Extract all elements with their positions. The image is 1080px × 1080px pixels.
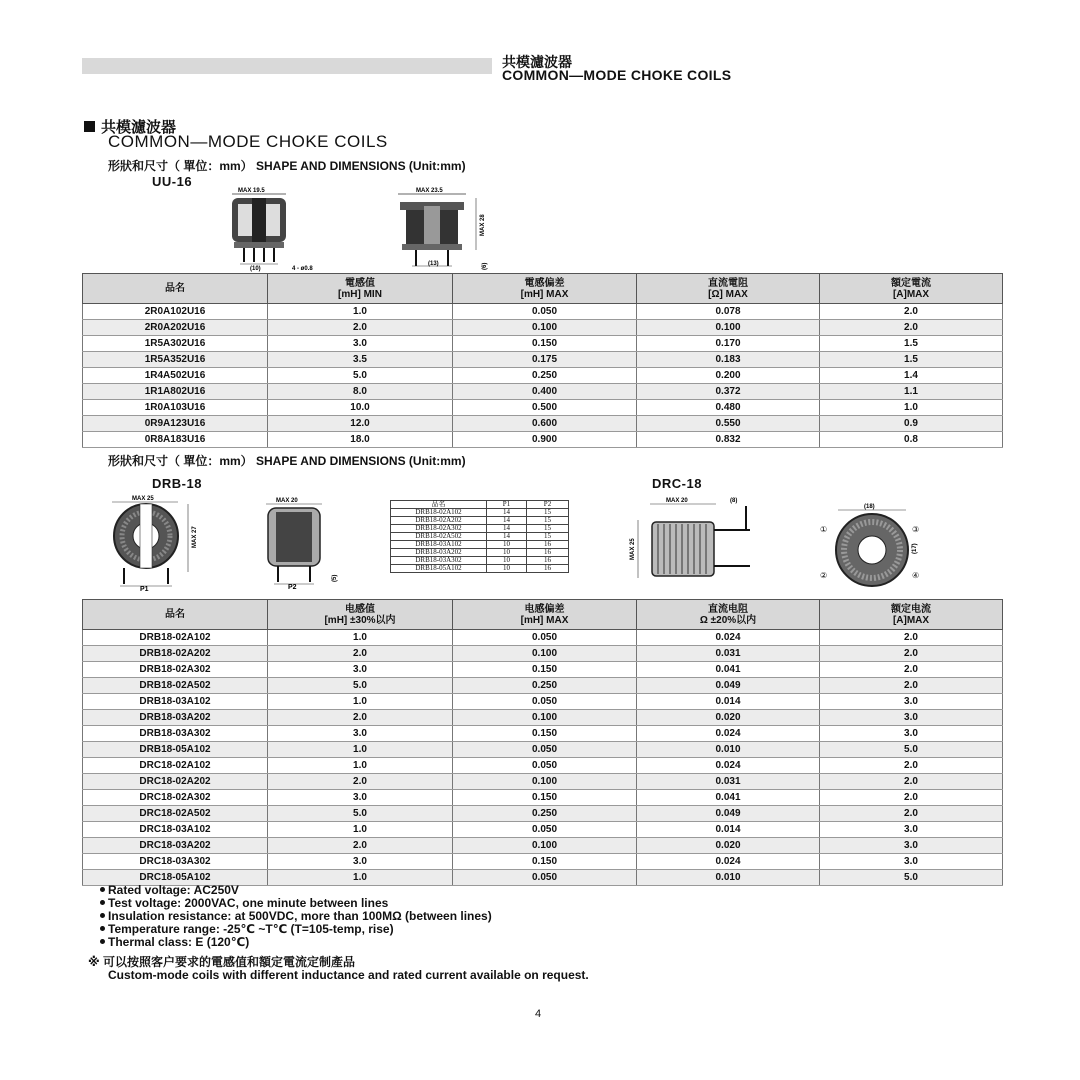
t2-table-cell: 0.050 xyxy=(453,758,637,774)
t2-table-cell: DRC18-03A102 xyxy=(83,822,268,838)
note-text: Thermal class: E (120℃) xyxy=(108,935,250,949)
uu16-table-cell: 5.0 xyxy=(268,368,453,384)
t2-table-cell: 0.100 xyxy=(453,710,637,726)
note-text: Insulation resistance: at 500VDC, more than 100MΩ (between lines) xyxy=(108,909,492,923)
uu16-table-cell: 1R5A352U16 xyxy=(83,352,268,368)
t2-table-cell: 3.0 xyxy=(820,838,1003,854)
uu16-table-cell: 1R4A502U16 xyxy=(83,368,268,384)
t2-table-row xyxy=(83,774,1003,790)
pitch-table-cell: 10 xyxy=(487,565,527,573)
pitch-table-cell: 16 xyxy=(527,557,569,565)
t2-table-cell: 0.041 xyxy=(637,790,820,806)
t2-table-row xyxy=(83,822,1003,838)
uu16-table-cell: 0R8A183U16 xyxy=(83,432,268,448)
uu16-table-cell: 1.5 xyxy=(820,336,1003,352)
uu16-table-cell: 0.900 xyxy=(453,432,637,448)
bullet-icon xyxy=(100,926,105,931)
t2-table-cell: 2.0 xyxy=(820,662,1003,678)
uu16-table-row xyxy=(83,320,1003,336)
t2-table-cell: 2.0 xyxy=(820,806,1003,822)
custom-note xyxy=(88,956,589,982)
uu16-table-cell: 0.500 xyxy=(453,400,637,416)
uu16-side-view xyxy=(398,188,488,270)
drb18-front-view xyxy=(112,496,198,592)
t2-header-cell xyxy=(83,600,268,630)
t2-table-cell: DRC18-02A102 xyxy=(83,758,268,774)
t2-table-cell: DRB18-03A102 xyxy=(83,694,268,710)
t2-header-line2: [A]MAX xyxy=(892,614,930,626)
uu16-table-cell: 0.480 xyxy=(637,400,820,416)
drc18-pin2: ② xyxy=(820,571,828,580)
t2-table-cell: 0.014 xyxy=(637,822,820,838)
drc18-side-view xyxy=(630,498,750,578)
drb18-drawing xyxy=(100,492,360,592)
notes-list xyxy=(100,884,492,949)
drb18-model: DRB-18 xyxy=(152,476,202,491)
drb18-lead-label: (5) xyxy=(332,574,338,582)
uu16-table-cell: 1.0 xyxy=(268,304,453,320)
pitch-table-cell: 16 xyxy=(527,549,569,557)
uu16-front-view xyxy=(232,188,313,272)
t2-table-cell: 5.0 xyxy=(820,870,1003,886)
t2-table-cell: 0.050 xyxy=(453,630,637,646)
uu16-header-line1: 直流電阻 xyxy=(708,277,748,289)
note-item xyxy=(100,936,492,949)
t2-table-cell: 3.0 xyxy=(820,710,1003,726)
bullet-icon xyxy=(100,900,105,905)
drb18-maxw1-label: MAX 25 xyxy=(132,496,154,502)
uu16-table-cell: 12.0 xyxy=(268,416,453,432)
pitch-table-cell: 14 xyxy=(487,517,527,525)
t2-table-cell: 0.041 xyxy=(637,662,820,678)
t2-table-cell: 1.0 xyxy=(268,742,453,758)
t2-table-cell: DRC18-02A202 xyxy=(83,774,268,790)
t2-table-row xyxy=(83,742,1003,758)
t2-table-row xyxy=(83,694,1003,710)
header-bar xyxy=(82,58,492,74)
t2-table-cell: 0.100 xyxy=(453,774,637,790)
pitch-table-cell: 14 xyxy=(487,525,527,533)
uu16-model: UU-16 xyxy=(152,174,193,189)
uu16-table-cell: 1R1A802U16 xyxy=(83,384,268,400)
t2-table-cell: 0.031 xyxy=(637,774,820,790)
note-text: Test voltage: 2000VAC, one minute between lines xyxy=(108,896,389,910)
t2-table-row xyxy=(83,646,1003,662)
uu16-header-cell xyxy=(453,274,637,304)
page-number: 4 xyxy=(535,1008,542,1020)
uu16-table-row xyxy=(83,384,1003,400)
drc18-drawing xyxy=(620,492,950,592)
pitch-table-row xyxy=(391,565,569,573)
t2-table-cell: 3.0 xyxy=(820,694,1003,710)
uu16-table-cell: 0.200 xyxy=(637,368,820,384)
bullet-icon xyxy=(100,913,105,918)
drc18-top-view xyxy=(820,504,919,586)
drc18-model: DRC-18 xyxy=(652,476,702,491)
uu16-table-cell: 2.0 xyxy=(268,320,453,336)
t2-table-cell: 2.0 xyxy=(820,774,1003,790)
drc18-dia-label: (18) xyxy=(864,504,875,510)
drb18-p1-label: P1 xyxy=(140,586,149,592)
t2-table-cell: 1.0 xyxy=(268,694,453,710)
uu16-table-cell: 1R0A103U16 xyxy=(83,400,268,416)
uu16-table-cell: 1.4 xyxy=(820,368,1003,384)
t2-table-row xyxy=(83,758,1003,774)
t2-table-cell: DRB18-03A202 xyxy=(83,710,268,726)
pitch-table-cell: 10 xyxy=(487,557,527,565)
uu16-table-row xyxy=(83,352,1003,368)
t2-table-cell: DRB18-02A202 xyxy=(83,646,268,662)
t2-table-cell: 2.0 xyxy=(820,646,1003,662)
drc18-lead-label: (8) xyxy=(730,498,738,504)
drc18-pin3: ③ xyxy=(912,525,920,534)
t2-table-cell: 2.0 xyxy=(820,678,1003,694)
uu16-table-cell: 2R0A202U16 xyxy=(83,320,268,336)
note-text: Rated voltage: AC250V xyxy=(108,883,239,897)
t2-table-cell: DRB18-02A302 xyxy=(83,662,268,678)
t2-table-row xyxy=(83,630,1003,646)
t2-table-row xyxy=(83,806,1003,822)
t2-table-cell: 0.250 xyxy=(453,678,637,694)
uu16-table-row xyxy=(83,400,1003,416)
uu16-table-cell: 0.8 xyxy=(820,432,1003,448)
custom-note-cn: ※ 可以按照客户要求的電感值和額定電流定制產品 xyxy=(88,955,356,969)
drb18-p2-label: P2 xyxy=(288,584,297,591)
t2-table-cell: DRC18-03A202 xyxy=(83,838,268,854)
t2-table-cell: 1.0 xyxy=(268,758,453,774)
drc18-inner-label: (17) xyxy=(912,543,918,554)
uu16-header-line1: 額定電流 xyxy=(891,277,931,289)
header-title-en: COMMON—MODE CHOKE COILS xyxy=(502,67,732,83)
t2-table-cell: 0.031 xyxy=(637,646,820,662)
t2-table-cell: DRB18-03A302 xyxy=(83,726,268,742)
t2-table-cell: 0.024 xyxy=(637,726,820,742)
drc18-maxw-label: MAX 20 xyxy=(666,498,688,504)
t2-table-cell: 2.0 xyxy=(820,758,1003,774)
t2-header-line2: [mH] ±30%以内 xyxy=(324,614,396,626)
section-title-cn-text: 共模濾波器 xyxy=(101,119,177,136)
t2-table-cell: 2.0 xyxy=(268,838,453,854)
t2-table-cell: 0.020 xyxy=(637,710,820,726)
t2-header-line1: 品名 xyxy=(165,609,185,620)
uu16-header-cell xyxy=(637,274,820,304)
t2-table-cell: 2.0 xyxy=(820,790,1003,806)
bullet-icon xyxy=(100,939,105,944)
t2-header-cell xyxy=(268,600,453,630)
t2-table-cell: 0.150 xyxy=(453,854,637,870)
t2-table-cell: 0.024 xyxy=(637,854,820,870)
pitch-table-header-cell: P1 xyxy=(487,501,527,509)
t2-table-cell: 0.250 xyxy=(453,806,637,822)
custom-note-en: Custom-mode coils with different inductance and rated current available on request. xyxy=(108,968,589,982)
t2-table-cell: 5.0 xyxy=(820,742,1003,758)
drb18-maxh-label: MAX 27 xyxy=(192,526,198,548)
t2-table-cell: DRB18-05A102 xyxy=(83,742,268,758)
uu16-table-header-row xyxy=(83,274,1003,304)
t2-table-cell: 5.0 xyxy=(268,678,453,694)
pitch-table-cell: DRB18-03A202 xyxy=(391,549,487,557)
t2-table-cell: 3.0 xyxy=(820,854,1003,870)
drb18-pitch-table xyxy=(390,500,569,573)
pitch-table-cell: DRB18-02A302 xyxy=(391,525,487,533)
t2-table-row xyxy=(83,710,1003,726)
uu16-table-cell: 8.0 xyxy=(268,384,453,400)
square-bullet-icon xyxy=(84,121,95,132)
drc18-maxh-label: MAX 25 xyxy=(630,538,636,560)
uu16-table-cell: 0.183 xyxy=(637,352,820,368)
uu16-header-line2: [Ω] MAX xyxy=(708,288,748,300)
t2-table-cell: 0.150 xyxy=(453,662,637,678)
uu16-header-line2: [A]MAX xyxy=(892,288,930,300)
drb-drc-spec-table xyxy=(82,599,1003,886)
uu16-header-line1: 品名 xyxy=(165,283,185,294)
pitch-table-cell: 14 xyxy=(487,509,527,517)
shape-label-1: 形狀和尺寸（ 單位：mm） SHAPE AND DIMENSIONS (Unit:mm) xyxy=(108,159,466,173)
t2-header-cell xyxy=(637,600,820,630)
drb-drc-table-body xyxy=(83,630,1003,886)
uu16-table-cell: 2R0A102U16 xyxy=(83,304,268,320)
drc18-pin4: ④ xyxy=(912,571,920,580)
t2-table-cell: 3.0 xyxy=(820,726,1003,742)
uu16-pin-label: 4 - ø0.8 xyxy=(292,266,313,272)
pitch-table-cell: 15 xyxy=(527,525,569,533)
t2-table-cell: 3.0 xyxy=(268,854,453,870)
pitch-table-cell: 14 xyxy=(487,533,527,541)
drb18-maxw2-label: MAX 20 xyxy=(276,498,298,504)
t2-header-line1: 额定电流 xyxy=(891,603,931,615)
uu16-table-cell: 1R5A302U16 xyxy=(83,336,268,352)
t2-table-cell: 0.014 xyxy=(637,694,820,710)
t2-table-cell: 0.049 xyxy=(637,678,820,694)
section-title-en: COMMON—MODE CHOKE COILS xyxy=(108,132,388,151)
t2-table-cell: 1.0 xyxy=(268,630,453,646)
t2-header-cell xyxy=(453,600,637,630)
t2-table-cell: 0.020 xyxy=(637,838,820,854)
t2-table-cell: 0.049 xyxy=(637,806,820,822)
pitch-table-header-cell: P2 xyxy=(527,501,569,509)
uu16-table-cell: 0.250 xyxy=(453,368,637,384)
t2-table-row xyxy=(83,790,1003,806)
uu16-table-cell: 2.0 xyxy=(820,320,1003,336)
pitch-table-cell: 16 xyxy=(527,541,569,549)
pitch-table-cell: DRB18-02A102 xyxy=(391,509,487,517)
t2-table-row xyxy=(83,838,1003,854)
t2-table-cell: 0.010 xyxy=(637,870,820,886)
pitch-table-cell: DRB18-03A302 xyxy=(391,557,487,565)
uu16-header-line2: [mH] MAX xyxy=(520,288,569,300)
pitch-table-cell: DRB18-02A202 xyxy=(391,517,487,525)
uu16-header-line1: 電感偏差 xyxy=(524,277,565,289)
uu16-table-body xyxy=(83,304,1003,448)
t2-table-row xyxy=(83,678,1003,694)
t2-table-cell: 2.0 xyxy=(820,630,1003,646)
t2-table-cell: 0.024 xyxy=(637,758,820,774)
uu16-header-cell xyxy=(820,274,1003,304)
uu16-maxh-label: MAX 28 xyxy=(480,214,486,236)
uu16-table-cell: 0.9 xyxy=(820,416,1003,432)
t2-table-cell: 5.0 xyxy=(268,806,453,822)
uu16-table-row xyxy=(83,416,1003,432)
t2-header-line1: 直流电阻 xyxy=(708,603,748,615)
uu16-table-cell: 0.400 xyxy=(453,384,637,400)
t2-table-cell: 0.050 xyxy=(453,822,637,838)
t2-table-cell: 0.050 xyxy=(453,742,637,758)
uu16-table-cell: 0.600 xyxy=(453,416,637,432)
uu16-table-cell: 1.0 xyxy=(820,400,1003,416)
t2-table-cell: 3.0 xyxy=(268,790,453,806)
uu16-table-row xyxy=(83,336,1003,352)
t2-table-cell: 2.0 xyxy=(268,710,453,726)
uu16-table-cell: 3.5 xyxy=(268,352,453,368)
note-text: Temperature range: -25℃ ~T℃ (T=105-temp, rise) xyxy=(108,922,394,936)
header-title-cn: 共模濾波器 xyxy=(502,54,572,70)
t2-header-line2: Ω ±20%以内 xyxy=(699,614,757,626)
uu16-table-cell: 0R9A123U16 xyxy=(83,416,268,432)
uu16-spec-table xyxy=(82,273,1003,448)
uu16-pitch2-label: (13) xyxy=(428,261,439,267)
uu16-table-row xyxy=(83,304,1003,320)
pitch-table-cell: 15 xyxy=(527,509,569,517)
t2-table-cell: DRB18-02A502 xyxy=(83,678,268,694)
t2-table-row xyxy=(83,662,1003,678)
t2-table-cell: 0.024 xyxy=(637,630,820,646)
uu16-pitch1-label: (10) xyxy=(250,266,261,272)
drb18-side-view xyxy=(266,498,338,591)
uu16-table-cell: 0.150 xyxy=(453,336,637,352)
pitch-table-cell: 15 xyxy=(527,517,569,525)
uu16-table-cell: 0.100 xyxy=(453,320,637,336)
uu16-table-row xyxy=(83,368,1003,384)
uu16-drawing xyxy=(220,186,520,272)
uu16-table-cell: 2.0 xyxy=(820,304,1003,320)
shape-label-2: 形狀和尺寸（ 單位：mm） SHAPE AND DIMENSIONS (Unit:mm) xyxy=(108,454,466,468)
t2-header-cell xyxy=(820,600,1003,630)
t2-table-cell: 1.0 xyxy=(268,870,453,886)
t2-table-cell: 2.0 xyxy=(268,646,453,662)
t2-table-cell: 0.010 xyxy=(637,742,820,758)
t2-header-line1: 电感偏差 xyxy=(524,603,565,615)
t2-table-cell: DRC18-02A502 xyxy=(83,806,268,822)
t2-table-cell: DRC18-05A102 xyxy=(83,870,268,886)
t2-table-cell: 0.150 xyxy=(453,726,637,742)
t2-table-row xyxy=(83,854,1003,870)
drc18-pin1: ① xyxy=(820,525,828,534)
t2-table-cell: 1.0 xyxy=(268,822,453,838)
t2-table-cell: 0.050 xyxy=(453,694,637,710)
t2-table-cell: DRC18-02A302 xyxy=(83,790,268,806)
uu16-table-cell: 0.170 xyxy=(637,336,820,352)
pitch-table-cell: 16 xyxy=(527,565,569,573)
t2-header-line2: [mH] MAX xyxy=(520,614,569,626)
t2-table-cell: DRB18-02A102 xyxy=(83,630,268,646)
uu16-header-cell xyxy=(268,274,453,304)
uu16-table-cell: 1.5 xyxy=(820,352,1003,368)
uu16-table-cell: 0.050 xyxy=(453,304,637,320)
drb-drc-table-header-row xyxy=(83,600,1003,630)
t2-table-cell: 0.100 xyxy=(453,838,637,854)
uu16-table-cell: 0.550 xyxy=(637,416,820,432)
uu16-header-line2: [mH] MIN xyxy=(338,288,382,300)
t2-table-cell: DRC18-03A302 xyxy=(83,854,268,870)
pitch-table-cell: DRB18-03A102 xyxy=(391,541,487,549)
pitch-table-cell: 10 xyxy=(487,541,527,549)
t2-table-cell: 0.050 xyxy=(453,870,637,886)
pitch-table-cell: DRB18-05A102 xyxy=(391,565,487,573)
pitch-table-cell: DRB18-02A502 xyxy=(391,533,487,541)
uu16-table-cell: 18.0 xyxy=(268,432,453,448)
t2-table-cell: 0.100 xyxy=(453,646,637,662)
t2-table-cell: 3.0 xyxy=(268,726,453,742)
uu16-maxw1-label: MAX 19.5 xyxy=(238,188,265,194)
pitch-table-cell: 10 xyxy=(487,549,527,557)
t2-table-cell: 3.0 xyxy=(268,662,453,678)
uu16-lead-label: (6) xyxy=(482,262,488,270)
uu16-table-cell: 10.0 xyxy=(268,400,453,416)
pitch-table-cell: 15 xyxy=(527,533,569,541)
uu16-table-row xyxy=(83,432,1003,448)
uu16-maxw2-label: MAX 23.5 xyxy=(416,188,443,194)
uu16-table-cell: 0.078 xyxy=(637,304,820,320)
t2-header-line1: 电感值 xyxy=(345,603,375,615)
t2-table-cell: 2.0 xyxy=(268,774,453,790)
t2-table-cell: 0.150 xyxy=(453,790,637,806)
uu16-table-cell: 0.100 xyxy=(637,320,820,336)
t2-table-row xyxy=(83,726,1003,742)
pitch-table-header-cell: 品名 xyxy=(391,501,487,509)
uu16-header-line1: 電感值 xyxy=(345,277,375,289)
uu16-table-cell: 3.0 xyxy=(268,336,453,352)
uu16-header-cell xyxy=(83,274,268,304)
uu16-table-cell: 0.372 xyxy=(637,384,820,400)
bullet-icon xyxy=(100,887,105,892)
uu16-table-cell: 0.832 xyxy=(637,432,820,448)
uu16-table-cell: 0.175 xyxy=(453,352,637,368)
uu16-table-cell: 1.1 xyxy=(820,384,1003,400)
t2-table-cell: 3.0 xyxy=(820,822,1003,838)
